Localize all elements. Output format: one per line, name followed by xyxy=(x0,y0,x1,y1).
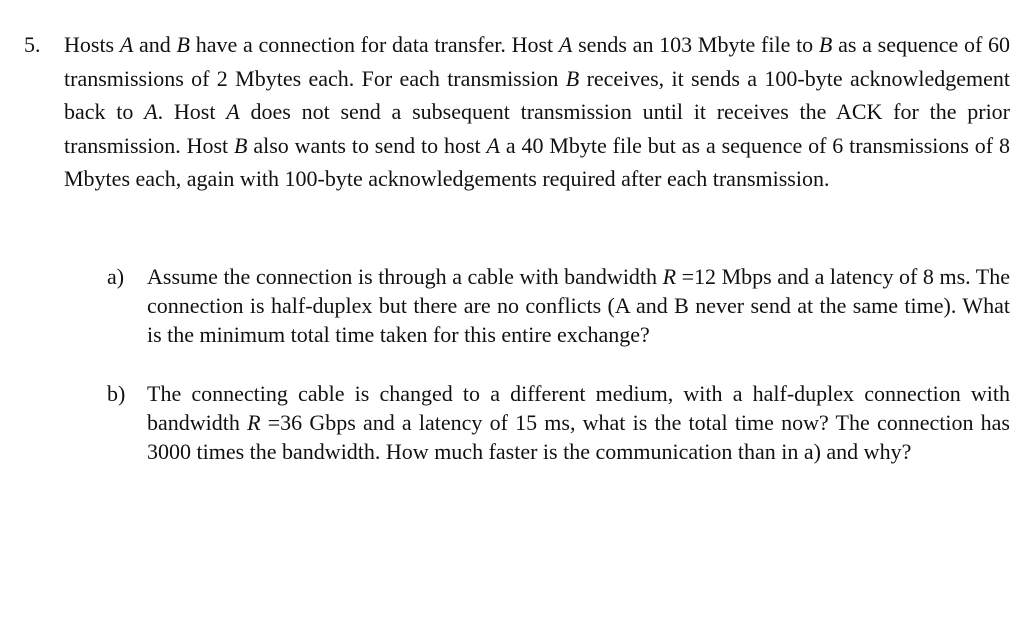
subpart-text xyxy=(147,262,1010,349)
math-variable: R xyxy=(247,410,261,435)
subpart-a xyxy=(107,262,1010,349)
text-segment: Assume the connection is through a cable with bandwidth xyxy=(147,264,663,289)
math-variable: A xyxy=(226,99,240,125)
text-segment: have a connection for data transfer. Host xyxy=(189,32,559,57)
text-segment: also wants to send to host xyxy=(247,132,487,158)
question-text xyxy=(64,28,1010,196)
text-segment: does not send a subsequent transmission until it receives the ACK for the prior transmission. Host xyxy=(64,99,1011,158)
text-segment: =12 Mbps and a latency of 8 ms. The connection is half-duplex but there are no conflicts (A and B never send at the same time). What is the minimum total time taken for this entire exchange? xyxy=(147,264,1010,347)
text-segment: . Host xyxy=(157,99,227,125)
text-segment: Hosts xyxy=(64,32,120,57)
math-variable: A xyxy=(558,32,573,57)
text-segment: a 40 Mbyte file but as a sequence of 6 transmissions of 8 Mbytes each, again with 100-byte acknowledgements required after each transmission. xyxy=(64,132,1010,192)
math-variable: A xyxy=(486,132,500,158)
subpart-label: b) xyxy=(107,381,126,406)
math-variable: B xyxy=(234,132,248,158)
subpart-label: a) xyxy=(107,264,125,289)
math-variable: R xyxy=(662,264,677,289)
subpart-b xyxy=(107,379,1010,466)
text-segment: and xyxy=(133,32,177,57)
math-variable: A xyxy=(144,99,158,125)
math-variable: B xyxy=(176,32,190,57)
text-segment: sends an 103 Mbyte file to xyxy=(572,32,819,57)
math-variable: B xyxy=(565,65,580,91)
subparts-list xyxy=(107,262,1010,496)
question-number: 5. xyxy=(24,32,41,57)
text-segment: =36 Gbps and a latency of 15 ms, what is the total time now? The connection has 3000 times the bandwidth. How much faster is the communication than in a) and why? xyxy=(147,410,1010,464)
math-variable: A xyxy=(119,32,134,57)
text-segment: The connecting cable is changed to a different medium, with a half-duplex connection with bandwidth xyxy=(147,381,1010,435)
text-segment: as a sequence of 60 transmissions of 2 Mbytes each. For each transmission xyxy=(64,32,1011,91)
text-segment: receives, it sends a 100-byte acknowledgement back to xyxy=(64,65,1010,125)
subpart-text xyxy=(147,379,1010,466)
math-variable: B xyxy=(818,32,833,57)
